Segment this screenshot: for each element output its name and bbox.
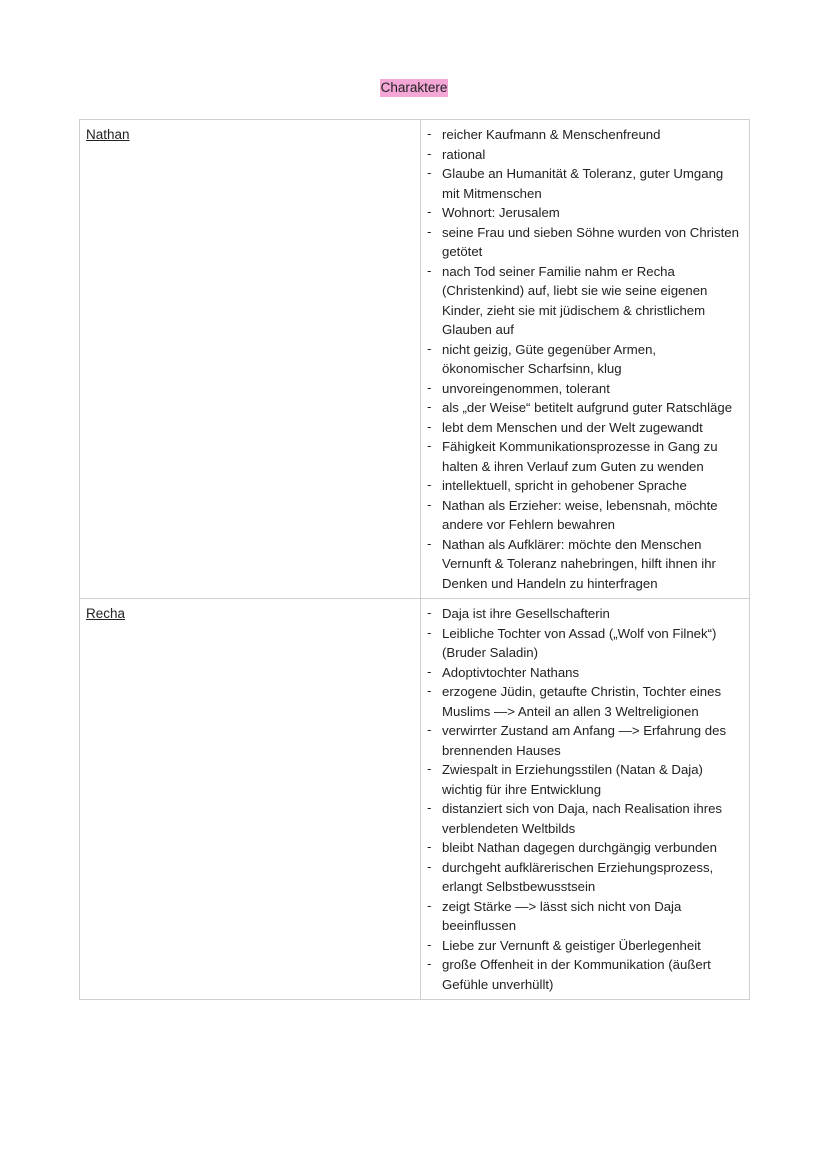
traits-list	[421, 604, 741, 994]
name-cell	[80, 599, 421, 1000]
trait-item: - Zwiespalt in Erziehungsstilen (Natan & Daja) wichtig für ihre Entwicklung	[442, 760, 741, 799]
trait-item: - reicher Kaufmann & Menschenfreund	[442, 125, 741, 145]
trait-item: - nach Tod seiner Familie nahm er Recha (Christenkind) auf, liebt sie wie seine eigenen Kinder, zieht sie mit jüdischem & christlichem Glauben auf	[442, 262, 741, 340]
table-row-recha	[80, 599, 750, 1000]
name-cell	[80, 120, 421, 599]
page-title: Charaktere	[380, 80, 448, 95]
trait-item: - Daja ist ihre Gesellschafterin	[442, 604, 741, 624]
title-wrapper	[0, 79, 828, 97]
trait-item: - Leibliche Tochter von Assad („Wolf von Filnek“) (Bruder Saladin)	[442, 624, 741, 663]
characters-table	[79, 119, 750, 1000]
trait-item: - Adoptivtochter Nathans	[442, 663, 741, 683]
trait-item: - nicht geizig, Güte gegenüber Armen, ökonomischer Scharfsinn, klug	[442, 340, 741, 379]
trait-item: - intellektuell, spricht in gehobener Sprache	[442, 476, 741, 496]
trait-item: - Wohnort: Jerusalem	[442, 203, 741, 223]
traits-list	[421, 125, 741, 593]
trait-item: - Nathan als Aufklärer: möchte den Menschen Vernunft & Toleranz nahebringen, hilft ihnen ihr Denken und Handeln zu hinterfragen	[442, 535, 741, 594]
trait-item: - zeigt Stärke —> lässt sich nicht von Daja beeinflussen	[442, 897, 741, 936]
table-row-nathan	[80, 120, 750, 599]
traits-cell	[421, 599, 750, 1000]
character-name: Recha	[86, 606, 126, 621]
trait-item: - unvoreingenommen, tolerant	[442, 379, 741, 399]
trait-item: - Fähigkeit Kommunikationsprozesse in Gang zu halten & ihren Verlauf zum Guten zu wenden	[442, 437, 741, 476]
trait-item: - erzogene Jüdin, getaufte Christin, Tochter eines Muslims —> Anteil an allen 3 Weltreligionen	[442, 682, 741, 721]
trait-item: - verwirrter Zustand am Anfang —> Erfahrung des brennenden Hauses	[442, 721, 741, 760]
trait-item: - als „der Weise“ betitelt aufgrund guter Ratschläge	[442, 398, 741, 418]
trait-item: - große Offenheit in der Kommunikation (äußert Gefühle unverhüllt)	[442, 955, 741, 994]
trait-item: - Liebe zur Vernunft & geistiger Überlegenheit	[442, 936, 741, 956]
trait-item: - seine Frau und sieben Söhne wurden von Christen getötet	[442, 223, 741, 262]
character-name: Nathan	[86, 127, 130, 142]
trait-item: - Nathan als Erzieher: weise, lebensnah, möchte andere vor Fehlern bewahren	[442, 496, 741, 535]
trait-item: - durchgeht aufklärerischen Erziehungsprozess, erlangt Selbstbewusstsein	[442, 858, 741, 897]
trait-item: - bleibt Nathan dagegen durchgängig verbunden	[442, 838, 741, 858]
trait-item: - Glaube an Humanität & Toleranz, guter Umgang mit Mitmenschen	[442, 164, 741, 203]
trait-item: - distanziert sich von Daja, nach Realisation ihres verblendeten Weltbilds	[442, 799, 741, 838]
traits-cell	[421, 120, 750, 599]
trait-item: - lebt dem Menschen und der Welt zugewandt	[442, 418, 741, 438]
trait-item: - rational	[442, 145, 741, 165]
